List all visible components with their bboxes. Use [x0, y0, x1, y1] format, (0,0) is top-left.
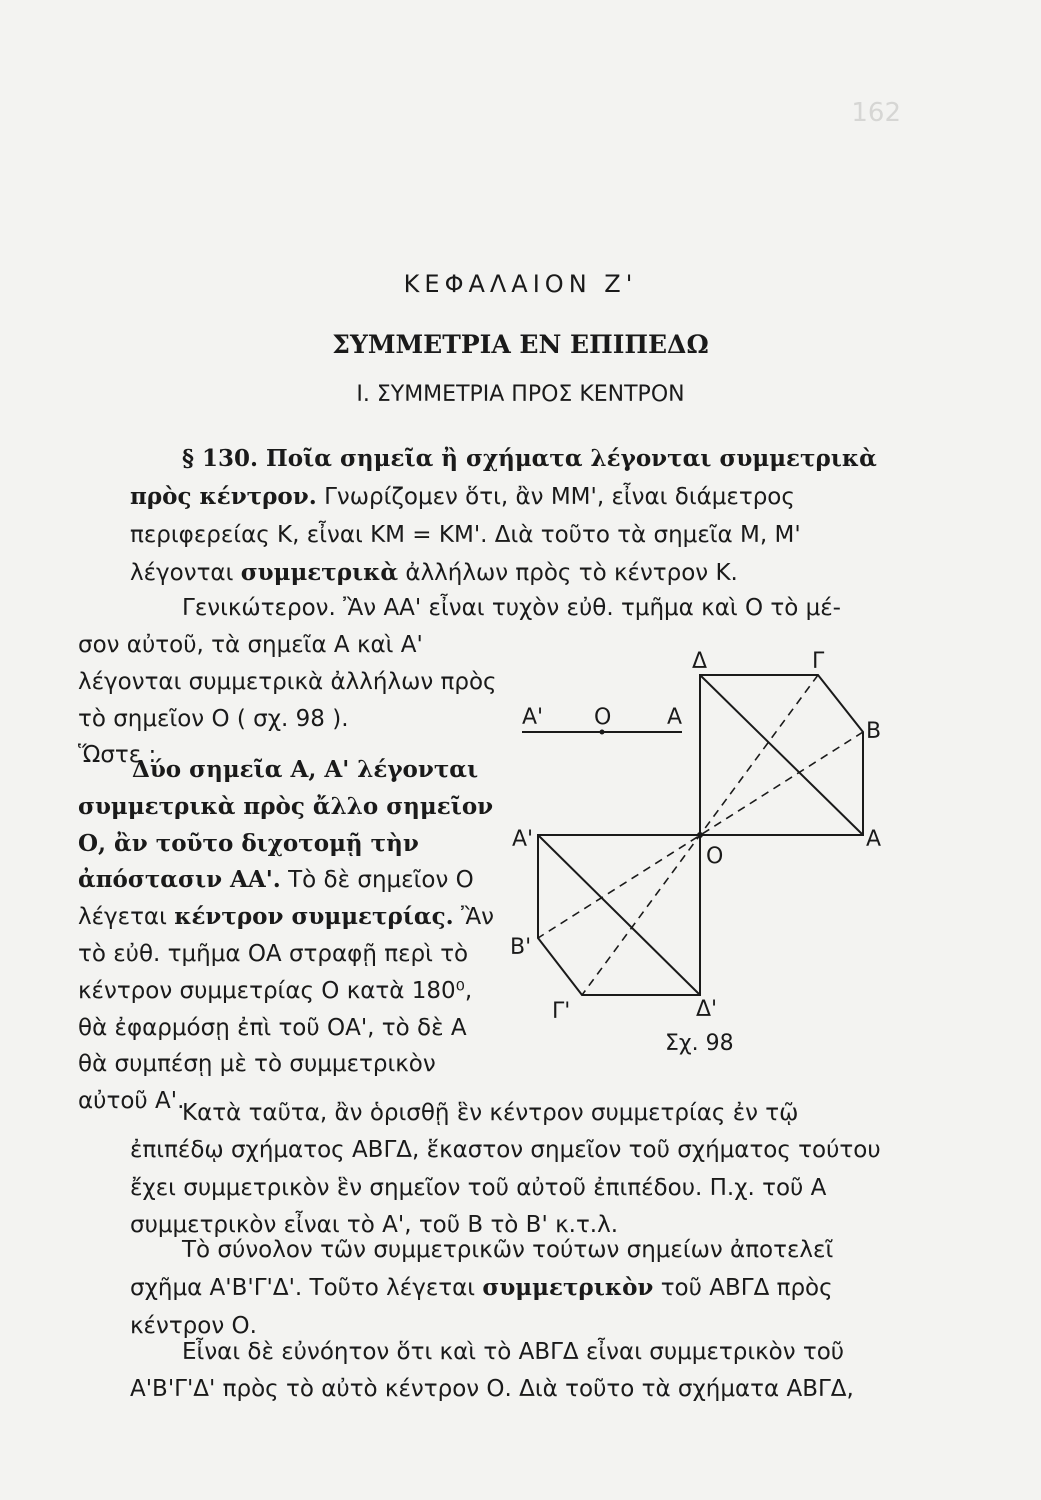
label-g-prime: Γ' [552, 999, 571, 1024]
paragraph-kata [130, 1095, 892, 1244]
definition-text1: Τὸ δὲ σημεῖον Ο λέγεται [78, 867, 474, 931]
label-b-prime: Β' [510, 935, 532, 960]
paragraph-130-tail: ἀλλήλων πρὸς τὸ κέντρον Κ. [398, 559, 738, 586]
general-first-line [130, 590, 892, 627]
general-first-line-text: Γενικώτερον. Ἂν ΑΑ' εἶναι τυχὸν εὐθ. τμῆμα καὶ Ο τὸ μέ- [182, 595, 841, 621]
paragraph-synolon [130, 1232, 892, 1345]
figure-98 [500, 640, 900, 1060]
label-g: Γ [812, 649, 825, 674]
bleed-through-page-number: 162 [851, 98, 901, 128]
paragraph-einai-text: Εἶναι δὲ εὐνόητον ὅτι καὶ τὸ ΑΒΓΔ εἶναι συμμετρικὸν τοῦ Α'Β'Γ'Δ' πρὸς τὸ αὐτὸ κέντρον Ο. Διὰ τοῦτο τὰ σχήματα ΑΒΓΔ, [130, 1339, 854, 1403]
figure-caption: Σχ. 98 [665, 1031, 734, 1056]
label-a: Α [866, 827, 882, 852]
definition-text2: Ἂν τὸ εὐθ. τμῆμα ΟΑ στραφῇ περὶ τὸ κέντρον συμμετρίας Ο κατὰ 180⁰, θὰ ἐφαρμόσῃ ἐπὶ τοῦ ΟΑ', τὸ δὲ Α θὰ συμπέσῃ μὲ τὸ συμμετρικὸν αὐτοῦ Α'. [78, 904, 494, 1115]
label-b: Β [866, 719, 882, 744]
paragraph-synolon-text1: Τὸ σύνολον τῶν συμμετρικῶν τούτων σημείων ἀποτελεῖ σχῆμα Α'Β'Γ'Δ'. Τοῦτο λέγεται [130, 1237, 834, 1302]
general-paragraph-text: σον αὐτοῦ, τὰ σημεῖα Α καὶ Α' λέγονται συμμετρικὰ ἀλλήλων πρὸς τὸ σημεῖον Ο ( σχ. 98 ). [78, 632, 497, 732]
label-o: Ο [706, 844, 724, 869]
definition-bold: Δύο σημεῖα Α, Α' λέγονται συμμετρικὰ πρὸς ἄλλο σημεῖον Ο, ἂν τοῦτο διχοτομῇ τὴν ἀπόστασιν ΑΑ'. [78, 756, 494, 894]
paragraph-einai [130, 1334, 892, 1409]
paragraph-130-heading: § 130. Ποῖα σημεῖα ἢ σχήματα λέγονται συμμετρικὰ πρὸς κέντρον. [130, 445, 877, 511]
label-d-prime: Δ' [696, 997, 718, 1022]
definition-paragraph [78, 752, 498, 1120]
paragraph-130 [130, 440, 892, 592]
paragraph-130-body: Γνωρίζομεν ὅτι, ἂν ΜΜ', εἶναι διάμετρος περιφερείας Κ, εἶναι ΚΜ = ΚΜ'. Διὰ τοῦτο τὰ σημεῖα Μ, Μ' λέγονται [130, 484, 801, 586]
midpoint-o [600, 730, 605, 735]
paragraph-kata-text: Κατὰ ταῦτα, ἂν ὁρισθῇ ἓν κέντρον συμμετρίας ἐν τῷ ἐπιπέδῳ σχήματος ΑΒΓΔ, ἕκαστον σημεῖον τοῦ σχήματος τούτου ἔχει συμμετρικὸν ἓν σημεῖον τοῦ αὐτοῦ ἐπιπέδου. Π.χ. τοῦ Α συμμετρικὸν εἶναι τὸ Α', τοῦ Β τὸ Β' κ.τ.λ. [130, 1100, 881, 1238]
so-text: Ὥστε : [78, 742, 157, 769]
label-d: Δ [692, 649, 708, 674]
label-a-top: Α [667, 705, 683, 730]
label-a-prime: Α' [512, 827, 534, 852]
label-a-prime-top: Α' [522, 705, 544, 730]
diagonal-da [700, 675, 863, 835]
paragraph-130-term: συμμετρικὰ [240, 558, 399, 586]
chapter-heading: ΚΕΦΑΛΑΙΟΝ Ζ' [403, 270, 638, 298]
paragraph-synolon-text2: τοῦ ΑΒΓΔ πρὸς κέντρον Ο. [130, 1275, 833, 1339]
symmetric-term: συμμετρικὸν [482, 1274, 654, 1302]
chapter-title: ΣΥΜΜΕΤΡΙΑ ΕΝ ΕΠΙΠΕΔΩ [332, 330, 709, 359]
section-heading: Ι. ΣΥΜΜΕΤΡΙΑ ΠΡΟΣ ΚΕΝΤΡΟΝ [356, 382, 685, 407]
center-o [697, 832, 703, 838]
label-o-top: Ο [594, 705, 612, 730]
center-of-symmetry-term: κέντρον συμμετρίας. [174, 903, 454, 931]
